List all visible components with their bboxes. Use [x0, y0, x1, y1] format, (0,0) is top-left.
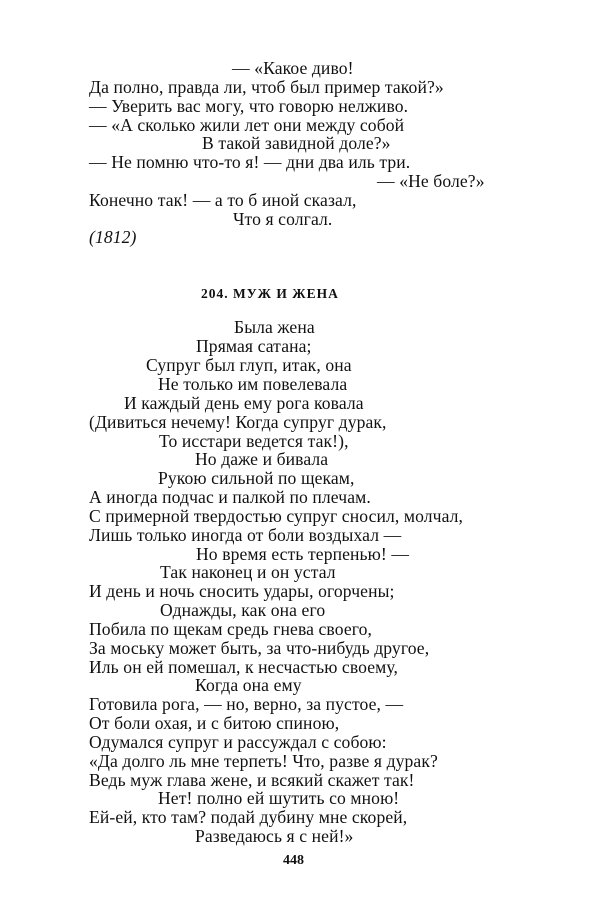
poem-line: От боли охая, и с битою спиною,	[89, 713, 340, 733]
poem-line: В такой завидной доле?»	[202, 133, 391, 153]
poem-line: А иногда подчас и палкой по плечам.	[89, 487, 371, 507]
poem-line: Так наконец и он устал	[160, 562, 336, 582]
poem-line: — Уверить вас могу, что говорю нелживо.	[89, 96, 409, 116]
poem-line: Но время есть терпенью! —	[196, 544, 410, 564]
poem-line: С примерной твердостью супруг сносил, молчал,	[89, 506, 464, 526]
poem-line: Ей-ей, кто там? подай дубину мне скорей,	[89, 807, 408, 827]
poem-line: И день и ночь сносить удары, огорчены;	[89, 581, 395, 601]
poem-line: Разведаюсь я с ней!»	[195, 826, 354, 846]
poem-line: То исстари ведется так!),	[159, 431, 349, 451]
poem-line: Побила по щекам средь гнева своего,	[89, 619, 373, 639]
poem-line: Нет! полно ей шутить со мною!	[158, 788, 400, 808]
poem-line: Рукою сильной по щекам,	[158, 468, 355, 488]
poem-title: 204. МУЖ И ЖЕНА	[201, 286, 339, 301]
poem-line: Не только им повелевала	[158, 374, 348, 394]
page-number: 448	[283, 853, 304, 868]
poem-line: «Да долго ль мне терпеть! Что, разве я дурак?	[89, 751, 438, 771]
poem-line: — Не помню что-то я! — дни два иль три.	[89, 152, 411, 172]
poem-line: Что я солгал.	[233, 209, 333, 229]
poem-line: Но даже и бивала	[195, 449, 329, 469]
poem-line: — «Не боле?»	[377, 171, 485, 191]
poem-line: За моську может быть, за что-нибудь другое,	[89, 638, 430, 658]
poem-line: Когда она ему	[195, 675, 302, 695]
poem-line: Да полно, правда ли, чтоб был пример такой?»	[89, 77, 444, 97]
poem-line: Однажды, как она его	[160, 600, 326, 620]
poem-line: Супруг был глуп, итак, она	[146, 355, 352, 375]
poem-line: Одумался супруг и рассуждал с собою:	[89, 732, 387, 752]
poem-line: И каждый день ему рога ковала	[124, 393, 364, 413]
poem-line: Лишь только иногда от боли воздыхал —	[89, 525, 402, 545]
poem-line: Конечно так! — а то б иной сказал,	[89, 190, 357, 210]
poem-line: (Дивиться нечему! Когда супруг дурак,	[89, 412, 387, 432]
poem-line: Готовила рога, — но, верно, за пустое, —	[89, 694, 404, 714]
poem-line: — «А сколько жили лет они между собой	[89, 115, 405, 135]
poem-year: (1812)	[89, 227, 137, 247]
poem-line: Ведь муж глава жене, и всякий скажет так!	[89, 770, 415, 790]
poem-line: Была жена	[234, 317, 315, 337]
poem-line: — «Какое диво!	[232, 58, 354, 78]
poem-line: Иль он ей помешал, к несчастью своему,	[89, 657, 399, 677]
poem-line: Прямая сатана;	[196, 336, 312, 356]
